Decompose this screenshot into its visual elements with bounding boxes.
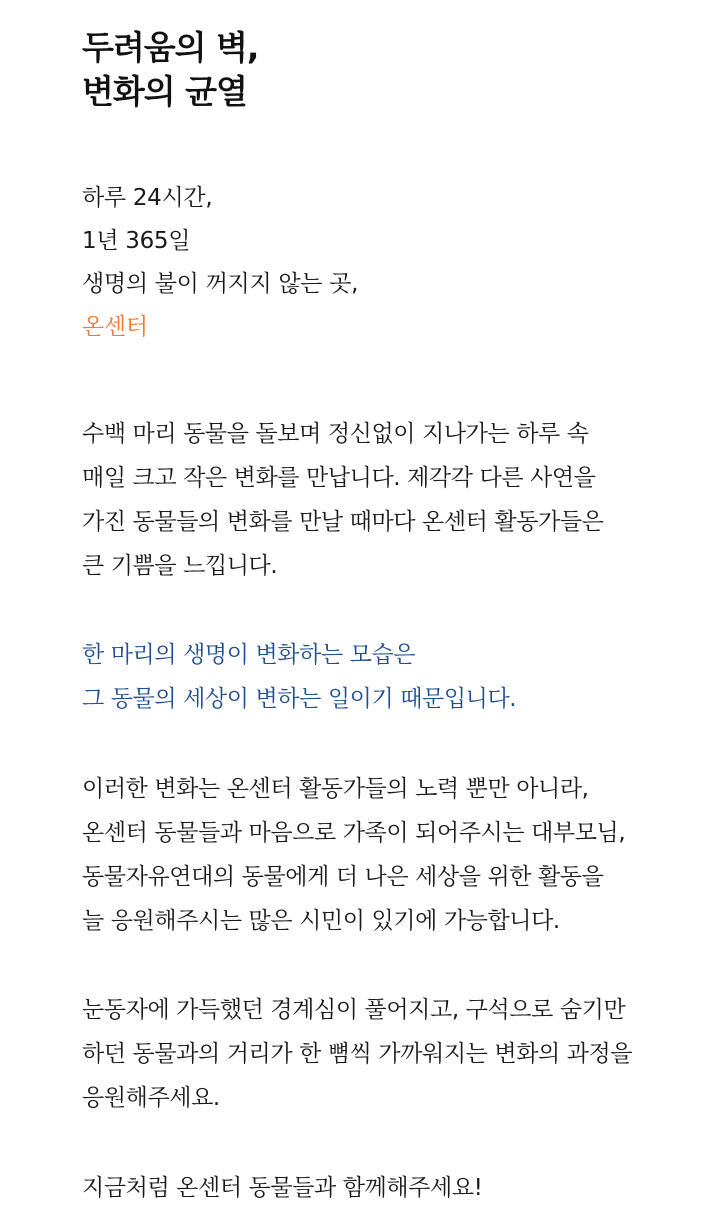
highlight-line: 그 동물의 세상이 변하는 일이기 때문입니다. (82, 686, 517, 712)
paragraph-line: 동물자유연대의 동물에게 더 나은 세상을 위한 활동을 (82, 864, 604, 890)
intro-block (82, 177, 682, 349)
paragraph-line: 늘 응원해주시는 많은 시민이 있기에 가능합니다. (82, 908, 560, 934)
paragraph-line: 눈동자에 가득했던 경계심이 풀어지고, 구석으로 숨기만 (82, 997, 626, 1023)
paragraph-line: 큰 기쁨을 느낍니다. (82, 553, 278, 579)
paragraph-encouragement (82, 988, 682, 1120)
paragraph-line: 이러한 변화는 온센터 활동가들의 노력 뿐만 아니라, (82, 776, 589, 802)
headline-line-2: 변화의 균열 (82, 72, 247, 111)
paragraph-line: 하던 동물과의 거리가 한 뼘씩 가까워지는 변화의 과정을 (82, 1041, 633, 1067)
closing-call-to-action (82, 1166, 682, 1210)
paragraph-line: 응원해주세요. (82, 1085, 220, 1111)
content-column (82, 0, 682, 1210)
highlight-line: 한 마리의 생명이 변화하는 모습은 (82, 642, 416, 668)
paragraph-supporters (82, 767, 682, 943)
paragraph-line: 수백 마리 동물을 돌보며 정신없이 지나가는 하루 속 (82, 421, 589, 447)
headline (82, 26, 682, 114)
closing-line: 지금처럼 온센터 동물들과 함께해주세요! (82, 1175, 483, 1201)
intro-line-2: 1년 365일 (82, 228, 191, 254)
intro-line-3: 생명의 불이 꺼지지 않는 곳, (82, 271, 359, 297)
headline-line-1: 두려움의 벽, (82, 28, 259, 67)
paragraph-line: 가진 동물들의 변화를 만날 때마다 온센터 활동가들은 (82, 509, 604, 535)
intro-accent-center-name: 온센터 (82, 314, 148, 340)
paragraph-line: 매일 크고 작은 변화를 만납니다. 제각각 다른 사연을 (82, 465, 596, 491)
paragraph-daily-changes (82, 412, 682, 588)
highlight-quote (82, 633, 682, 721)
paragraph-line: 온센터 동물들과 마음으로 가족이 되어주시는 대부모님, (82, 820, 626, 846)
intro-line-1: 하루 24시간, (82, 185, 213, 211)
